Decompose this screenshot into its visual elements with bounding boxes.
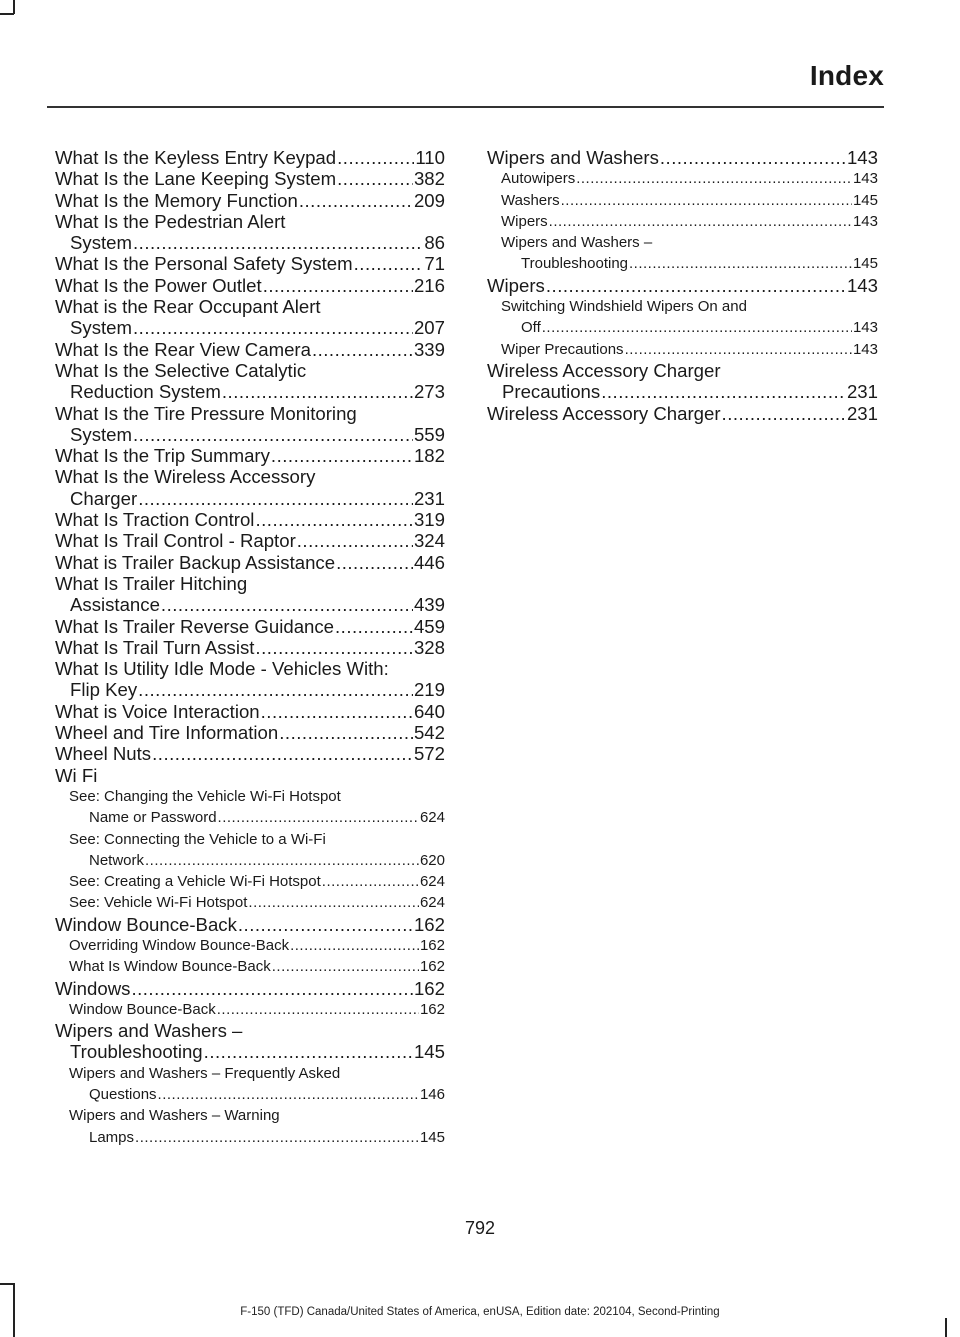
dot-leader — [138, 488, 413, 509]
entry-page-number: 143 — [852, 319, 878, 337]
dot-leader — [279, 722, 413, 743]
dot-leader — [335, 616, 413, 637]
index-subentry — [487, 296, 878, 317]
entry-label: What Is Window Bounce-Back — [69, 958, 271, 976]
entry-label: Wipers and Washers – Warning — [69, 1107, 280, 1125]
index-entry — [55, 424, 445, 445]
entry-label: Wireless Accessory Charger — [487, 402, 721, 424]
index-entry — [55, 701, 445, 722]
entry-page-number: 446 — [413, 551, 445, 573]
entry-page-number: 640 — [413, 700, 445, 722]
index-subentry — [55, 807, 445, 828]
dot-leader — [255, 509, 413, 530]
entry-page-number: 145 — [413, 1041, 445, 1063]
crop-mark-top-left-vertical — [13, 0, 15, 14]
dot-leader — [263, 275, 413, 296]
entry-label: What is Trailer Backup Assistance — [55, 551, 336, 573]
entry-page-number: 219 — [413, 679, 445, 701]
dot-leader — [133, 317, 413, 338]
entry-label: What Is the Tire Pressure Monitoring — [55, 402, 357, 424]
index-entry — [55, 360, 445, 381]
entry-page-number: 542 — [413, 722, 445, 744]
entry-page-number: 620 — [419, 851, 445, 869]
entry-label: Wi Fi — [55, 764, 98, 786]
dot-leader — [546, 275, 846, 296]
entry-label: What Is the Trip Summary — [55, 445, 270, 467]
entry-page-number: 572 — [413, 743, 445, 765]
entry-page-number: 145 — [852, 191, 878, 209]
index-entry — [55, 488, 445, 509]
index-entry — [55, 232, 445, 253]
dot-leader — [312, 339, 413, 360]
entry-label: Wipers and Washers – — [501, 234, 653, 252]
index-entry — [55, 190, 445, 211]
entry-label: Wheel Nuts — [55, 743, 152, 765]
index-entry — [55, 381, 445, 402]
index-entry — [55, 317, 445, 338]
index-entry — [487, 403, 878, 424]
index-subentry — [55, 999, 445, 1020]
dot-leader — [218, 807, 419, 828]
dot-leader — [290, 935, 419, 956]
entry-label: See: Vehicle Wi-Fi Hotspot — [69, 894, 248, 912]
entry-page-number: 559 — [413, 423, 445, 445]
entry-label: Wireless Accessory Charger — [487, 359, 721, 381]
index-subentry — [487, 232, 878, 253]
entry-label: Wipers and Washers – — [55, 1020, 243, 1042]
dot-leader — [204, 1041, 413, 1062]
entry-page-number: 459 — [413, 615, 445, 637]
index-subentry — [55, 829, 445, 850]
crop-mark-bottom-left-horizontal — [0, 1283, 14, 1285]
entry-label: Wipers — [487, 274, 545, 296]
dot-leader — [625, 339, 852, 360]
entry-label: Name or Password — [89, 809, 217, 827]
dot-leader — [238, 914, 413, 935]
entry-label: What Is the Power Outlet — [55, 274, 262, 296]
dot-leader — [336, 552, 413, 573]
index-subentry — [487, 190, 878, 211]
index-entry — [55, 658, 445, 679]
index-entry — [55, 1020, 445, 1041]
index-column-right — [487, 147, 878, 424]
dot-leader — [354, 253, 424, 274]
entry-label: Window Bounce-Back — [69, 1000, 216, 1018]
dot-leader — [133, 424, 413, 445]
dot-leader — [135, 1127, 419, 1148]
index-subentry — [55, 1063, 445, 1084]
entry-label: Precautions — [502, 381, 601, 403]
dot-leader — [131, 978, 413, 999]
entry-page-number: 382 — [413, 168, 445, 190]
dot-leader — [217, 999, 419, 1020]
entry-page-number: 146 — [419, 1086, 445, 1104]
entry-label: What Is Utility Idle Mode - Vehicles With: — [55, 658, 389, 680]
entry-page-number: 143 — [852, 170, 878, 188]
entry-label: Window Bounce-Back — [55, 913, 237, 935]
entry-page-number: 324 — [413, 530, 445, 552]
dot-leader — [549, 211, 852, 232]
index-entry — [55, 765, 445, 786]
index-subentry — [55, 786, 445, 807]
entry-label: What Is Trailer Reverse Guidance — [55, 615, 335, 637]
footer-edition-text: F-150 (TFD) Canada/United States of America, enUSA, Edition date: 202104, Second-Printing — [240, 1306, 720, 1318]
entry-page-number: 86 — [424, 232, 445, 254]
entry-page-number: 143 — [846, 274, 878, 296]
entry-label: Windows — [55, 977, 131, 999]
entry-label: System — [70, 317, 132, 339]
index-entry — [55, 339, 445, 360]
dot-leader — [629, 253, 852, 274]
entry-page-number: 624 — [419, 873, 445, 891]
entry-label: Wheel and Tire Information — [55, 722, 279, 744]
entry-label: Assistance — [70, 594, 160, 616]
entry-page-number: 143 — [852, 340, 878, 358]
entry-label: Reduction System — [70, 381, 221, 403]
index-subentry — [55, 956, 445, 977]
entry-label: What Is Trail Turn Assist — [55, 636, 255, 658]
entry-label: See: Creating a Vehicle Wi-Fi Hotspot — [69, 873, 321, 891]
entry-label: What Is Traction Control — [55, 509, 255, 531]
dot-leader — [271, 445, 413, 466]
entry-label: Washers — [501, 191, 560, 209]
index-entry — [55, 275, 445, 296]
entry-label: What is Voice Interaction — [55, 700, 260, 722]
entry-page-number: 207 — [413, 317, 445, 339]
dot-leader — [222, 381, 413, 402]
index-entry — [55, 296, 445, 317]
index-column-left — [55, 147, 445, 1148]
index-entry — [55, 978, 445, 999]
index-entry — [487, 147, 878, 168]
page-number: 792 — [464, 1218, 496, 1238]
dot-leader — [576, 168, 852, 189]
entry-page-number: 71 — [424, 253, 445, 275]
entry-label: Troubleshooting — [70, 1041, 203, 1063]
index-subentry — [55, 850, 445, 871]
entry-label: What Is Trail Control - Raptor — [55, 530, 296, 552]
header-divider — [47, 106, 884, 108]
index-entry — [55, 211, 445, 232]
index-subentry — [55, 1105, 445, 1126]
entry-page-number: 145 — [419, 1128, 445, 1146]
index-entry — [55, 509, 445, 530]
entry-label: What Is the Selective Catalytic — [55, 359, 307, 381]
entry-label: Off — [521, 319, 541, 337]
entry-label: Wipers and Washers – Frequently Asked — [69, 1064, 341, 1082]
entry-page-number: 162 — [419, 936, 445, 954]
entry-label: What Is the Wireless Accessory — [55, 466, 316, 488]
dot-leader — [337, 147, 414, 168]
entry-page-number: 145 — [852, 255, 878, 273]
index-entry — [55, 914, 445, 935]
index-subentry — [487, 168, 878, 189]
crop-mark-bottom-right-vertical — [945, 1318, 947, 1337]
index-subentry — [55, 1127, 445, 1148]
index-entry — [487, 275, 878, 296]
index-subentry — [55, 871, 445, 892]
entry-page-number: 319 — [413, 509, 445, 531]
entry-page-number: 182 — [413, 445, 445, 467]
entry-label: Questions — [89, 1086, 157, 1104]
index-entry — [55, 403, 445, 424]
index-entry — [55, 552, 445, 573]
entry-page-number: 110 — [415, 147, 445, 168]
entry-label: Lamps — [89, 1128, 135, 1146]
index-subentry — [487, 253, 878, 274]
dot-leader — [337, 168, 413, 189]
entry-label: System — [70, 423, 132, 445]
index-subentry — [55, 1084, 445, 1105]
entry-label: What is the Rear Occupant Alert — [55, 296, 321, 318]
entry-label: What Is the Rear View Camera — [55, 338, 311, 360]
dot-leader — [272, 956, 419, 977]
index-subentry — [55, 892, 445, 913]
entry-label: Charger — [70, 487, 138, 509]
entry-label: What Is the Keyless Entry Keypad — [55, 147, 337, 168]
entry-page-number: 624 — [419, 894, 445, 912]
entry-page-number: 143 — [852, 212, 878, 230]
index-entry — [55, 168, 445, 189]
dot-leader — [261, 701, 413, 722]
index-entry — [55, 530, 445, 551]
entry-label: What Is Trailer Hitching — [55, 572, 248, 594]
entry-label: See: Connecting the Vehicle to a Wi-Fi — [69, 830, 326, 848]
index-entry — [55, 637, 445, 658]
entry-label: What Is the Personal Safety System — [55, 253, 353, 275]
page-title: Index — [809, 60, 884, 91]
index-entry — [55, 573, 445, 594]
dot-leader — [133, 232, 423, 253]
entry-page-number: 162 — [413, 977, 445, 999]
entry-label: Network — [89, 851, 145, 869]
dot-leader — [542, 317, 852, 338]
entry-page-number: 209 — [413, 189, 445, 211]
entry-label: Wipers — [501, 212, 548, 230]
entry-page-number: 439 — [413, 594, 445, 616]
entry-page-number: 143 — [846, 147, 878, 168]
entry-page-number: 273 — [413, 381, 445, 403]
entry-label: Wiper Precautions — [501, 340, 624, 358]
entry-label: Troubleshooting — [521, 255, 629, 273]
entry-label: What Is the Pedestrian Alert — [55, 210, 286, 232]
index-entry — [487, 360, 878, 381]
crop-mark-top-left-horizontal — [0, 13, 14, 15]
index-subentry — [55, 935, 445, 956]
entry-page-number: 328 — [413, 636, 445, 658]
index-subentry — [487, 211, 878, 232]
index-entry — [55, 445, 445, 466]
dot-leader — [255, 637, 413, 658]
entry-label: Wipers and Washers — [487, 147, 659, 168]
entry-label: Autowipers — [501, 170, 576, 188]
dot-leader — [158, 1084, 419, 1105]
dot-leader — [299, 190, 413, 211]
dot-leader — [297, 530, 413, 551]
dot-leader — [561, 190, 852, 211]
entry-page-number: 231 — [413, 487, 445, 509]
entry-page-number: 162 — [419, 1000, 445, 1018]
index-entry — [55, 616, 445, 637]
entry-label: Flip Key — [70, 679, 138, 701]
entry-page-number: 162 — [419, 958, 445, 976]
entry-label: Overriding Window Bounce-Back — [69, 936, 290, 954]
entry-label: What Is the Memory Function — [55, 189, 298, 211]
entry-page-number: 216 — [413, 274, 445, 296]
entry-page-number: 339 — [413, 338, 445, 360]
index-entry — [55, 1041, 445, 1062]
index-entry — [55, 743, 445, 764]
entry-label: System — [70, 232, 132, 254]
index-subentry — [487, 317, 878, 338]
entry-label: See: Changing the Vehicle Wi-Fi Hotspot — [69, 787, 341, 805]
dot-leader — [722, 403, 846, 424]
dot-leader — [322, 871, 419, 892]
index-entry — [55, 722, 445, 743]
entry-page-number: 231 — [846, 381, 878, 403]
entry-label: What Is the Lane Keeping System — [55, 168, 337, 190]
entry-page-number: 162 — [413, 913, 445, 935]
dot-leader — [161, 594, 413, 615]
dot-leader — [138, 679, 413, 700]
dot-leader — [660, 147, 846, 168]
index-entry — [55, 594, 445, 615]
index-entry — [55, 679, 445, 700]
dot-leader — [601, 381, 846, 402]
index-entry — [55, 466, 445, 487]
entry-label: Switching Windshield Wipers On and — [501, 298, 747, 316]
dot-leader — [145, 850, 419, 871]
entry-page-number: 624 — [419, 809, 445, 827]
index-entry — [55, 147, 445, 168]
dot-leader — [152, 743, 413, 764]
dot-leader — [248, 892, 419, 913]
index-entry — [55, 253, 445, 274]
entry-page-number: 231 — [846, 402, 878, 424]
index-entry — [487, 381, 878, 402]
index-subentry — [487, 339, 878, 360]
